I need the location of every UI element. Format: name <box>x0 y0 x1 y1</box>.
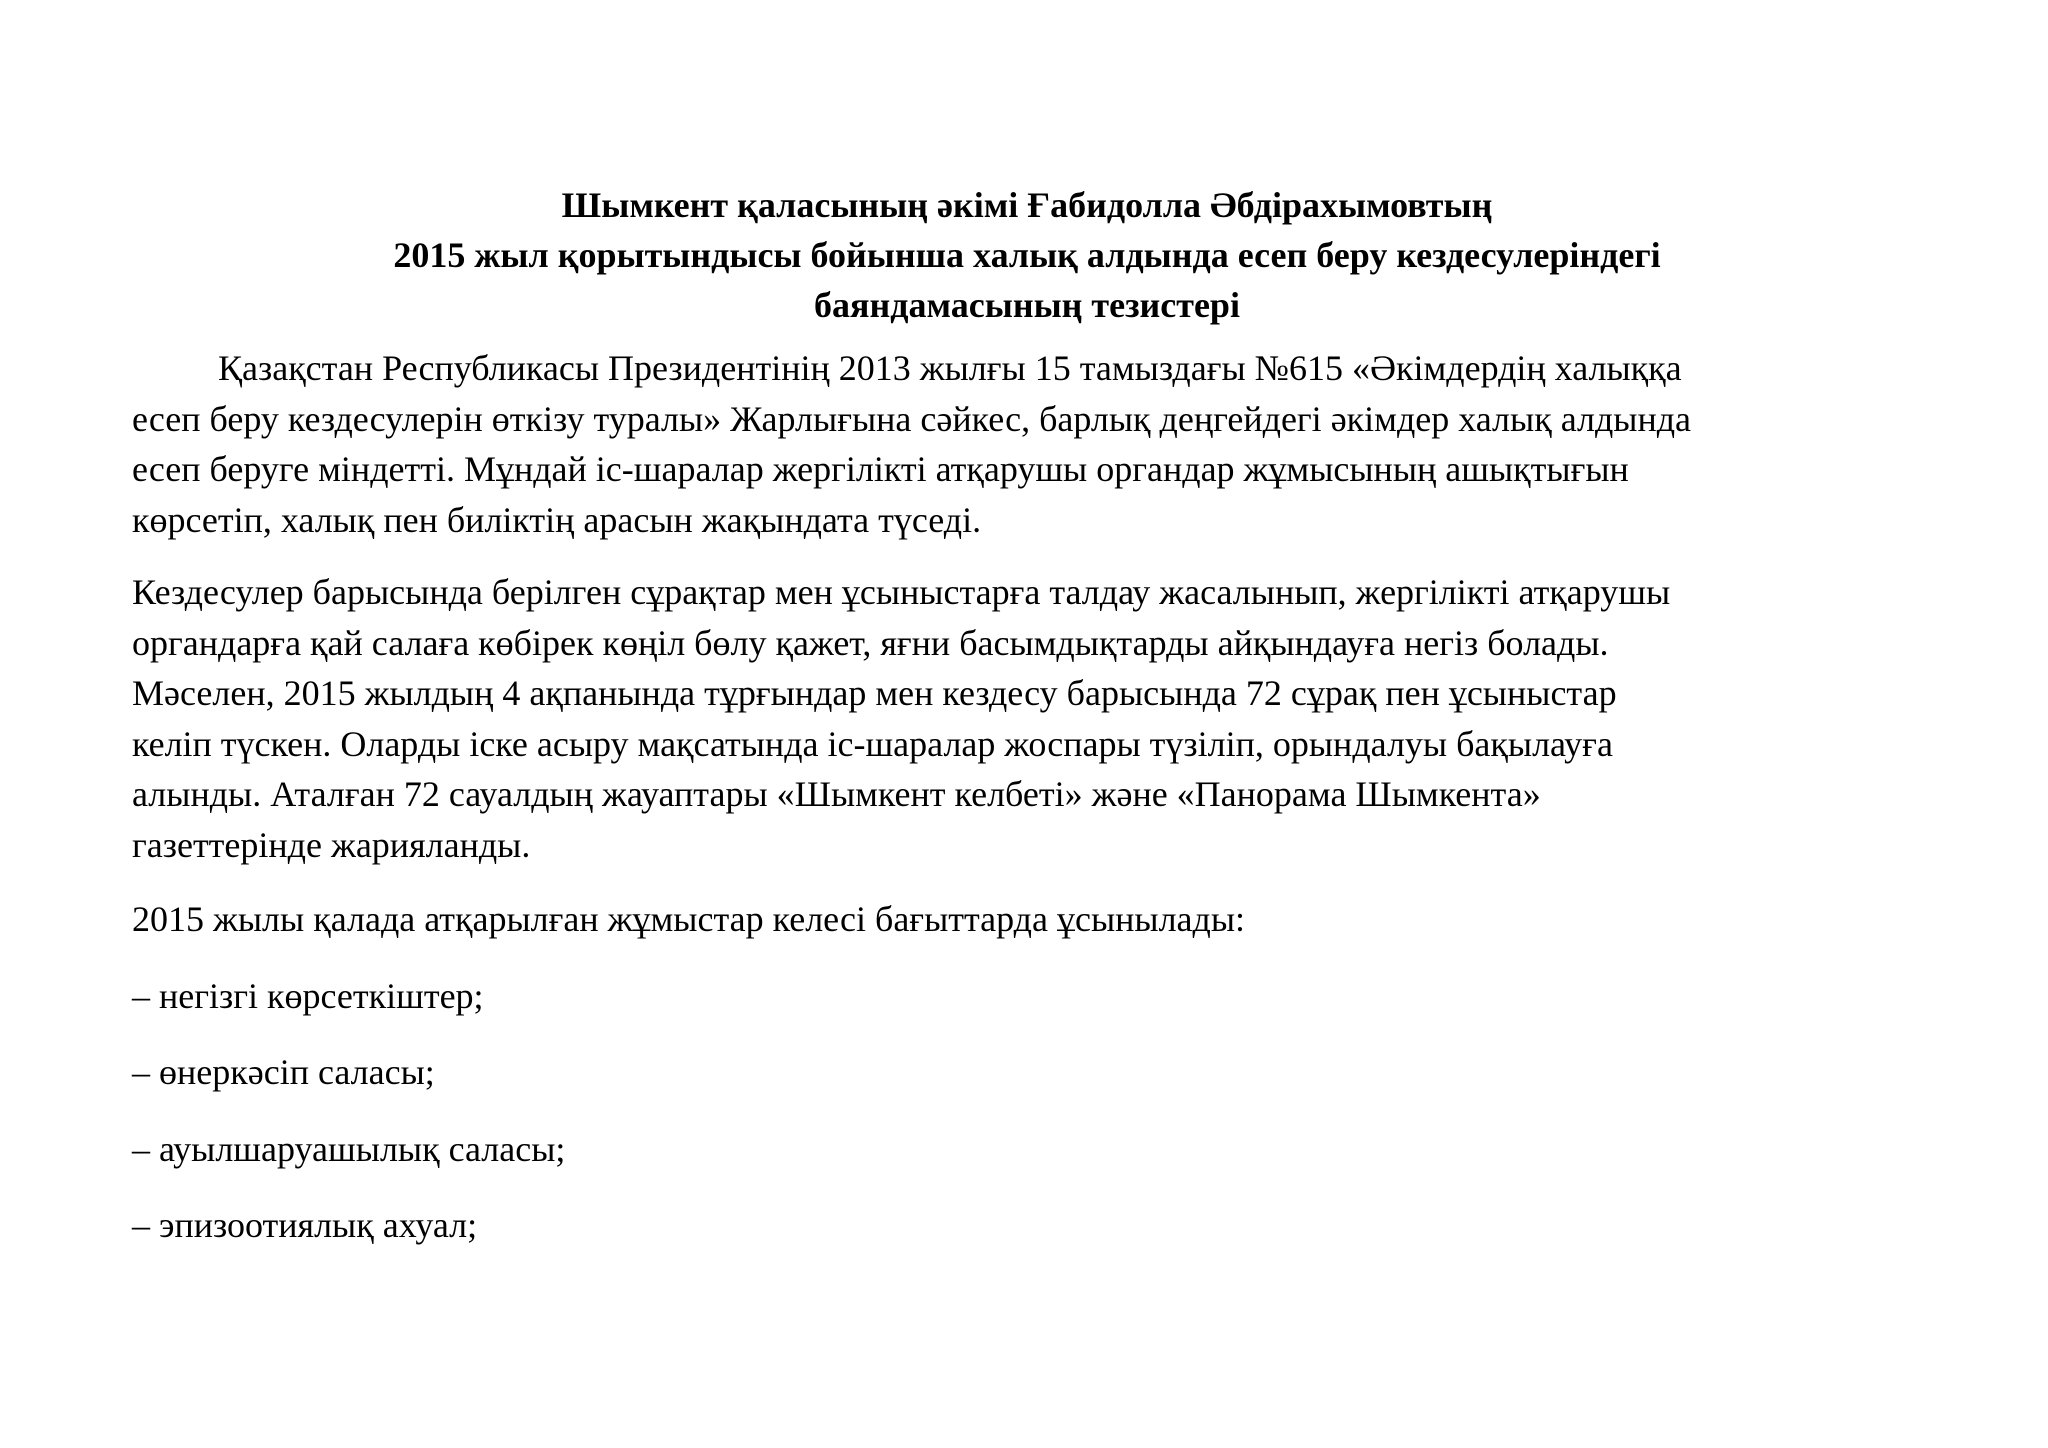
document-page <box>132 180 1922 1251</box>
list-item: – эпизоотиялық ахуал; <box>132 1205 478 1245</box>
paragraph-line: алынды. Аталған 72 сауалдың жауаптары «Шымкент келбеті» және «Панорама Шымкента» <box>132 774 1541 814</box>
directions-intro: 2015 жылы қалада атқарылған жұмыстар келесі бағыттарда ұсынылады: <box>132 899 1246 939</box>
paragraph-line: есеп беру кездесулерін өткізу туралы» Жарлығына сәйкес, барлық деңгейдегі әкімдер халық алдында <box>132 398 1692 439</box>
meetings-paragraph <box>132 567 1922 870</box>
intro-paragraph <box>132 343 1922 545</box>
list-item: – өнеркәсіп саласы; <box>132 1052 435 1092</box>
list-item: – ауылшаруашылық саласы; <box>132 1128 566 1169</box>
list-item: – негізгі көрсеткіштер; <box>132 975 484 1016</box>
paragraph-line: есеп беруге міндетті. Мұндай іс-шаралар жергілікті атқарушы органдар жұмысының ашықтығын <box>132 449 1629 489</box>
paragraph-line: органдарға қай салаға көбірек көңіл бөлу қажет, яғни басымдықтарды айқындауға негіз болады. <box>132 622 1609 663</box>
title-line: 2015 жыл қорытындысы бойынша халық алдында есеп беру кездесулеріндегі <box>393 235 1661 275</box>
title-line: Шымкент қаласының әкімі Ғабидолла Әбдірахымовтың <box>561 185 1493 225</box>
paragraph-line: Мәселен, 2015 жылдың 4 ақпанында тұрғындар мен кездесу барысында 72 сұрақ пен ұсыныстар <box>132 673 1617 713</box>
paragraph-line: келіп түскен. Оларды іске асыру мақсатында іс-шаралар жоспары түзіліп, орындалуы бақылауға <box>132 723 1613 764</box>
paragraph-line: көрсетіп, халық пен биліктің арасын жақындата түседі. <box>132 499 982 540</box>
directions-list <box>132 971 1922 1251</box>
paragraph-line: Кездесулер барысында берілген сұрақтар мен ұсыныстарға талдау жасалынып, жергілікті атқарушы <box>132 572 1671 612</box>
document-title <box>132 180 1922 330</box>
paragraph-line: газеттерінде жарияланды. <box>132 824 531 865</box>
paragraph-line: Қазақстан Республикасы Президентінің 2013 жылғы 15 тамыздағы №615 «Әкімдердің халыққа <box>218 348 1682 388</box>
title-line: баяндамасының тезистері <box>814 285 1240 325</box>
